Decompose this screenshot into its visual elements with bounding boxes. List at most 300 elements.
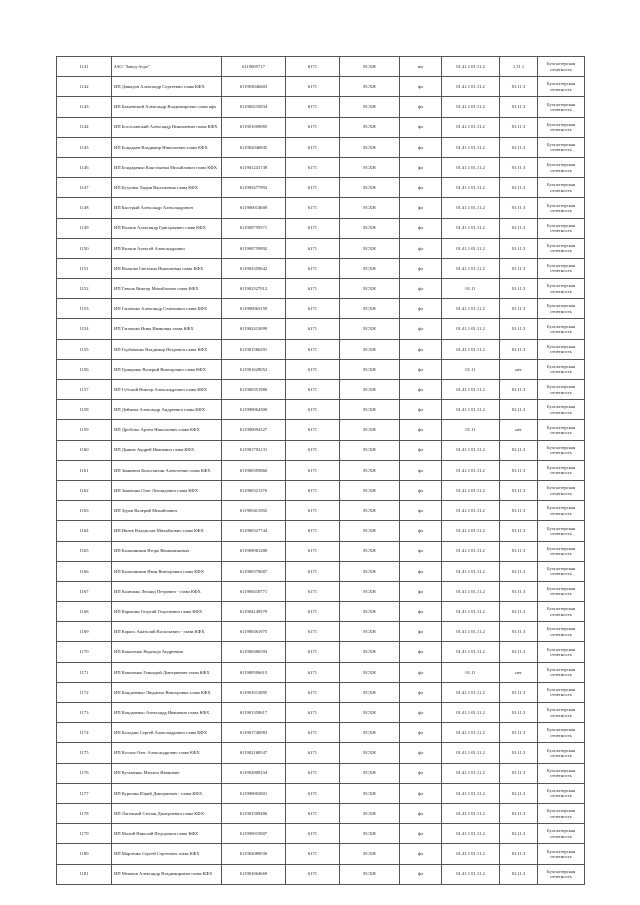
row-tax-regime: ЕСХН bbox=[340, 137, 400, 157]
table-row bbox=[57, 238, 585, 258]
table-row bbox=[57, 157, 585, 177]
row-tax-regime: ЕСХН bbox=[340, 420, 400, 440]
row-okved-extra: 01.11.3 bbox=[500, 501, 538, 521]
row-code: 6171 bbox=[286, 420, 340, 440]
row-okved-extra: нет bbox=[500, 662, 538, 682]
row-inn: 611900002801 bbox=[222, 783, 286, 803]
row-name: ИП Бузулюк Лидия Васильевна глава КФХ bbox=[112, 178, 222, 198]
row-tax-regime: ЕСХН bbox=[340, 117, 400, 137]
row-tax-regime: ЕСХН bbox=[340, 258, 400, 278]
row-okved-extra: 01.11.3 bbox=[500, 622, 538, 642]
row-name: ИП Грищенко Валерий Викторович глава КФХ bbox=[112, 359, 222, 379]
row-number: 1147 bbox=[57, 178, 112, 198]
row-reporting-form: Бухгалтерская отчетность bbox=[538, 541, 585, 561]
row-okved: 01.41.1 01.11.2 bbox=[442, 723, 500, 743]
row-entity-type: фл bbox=[400, 157, 442, 177]
row-code: 6171 bbox=[286, 682, 340, 702]
row-okved-extra: 1.11.1 bbox=[500, 57, 538, 77]
row-okved: 01.11 bbox=[442, 359, 500, 379]
row-code: 6171 bbox=[286, 480, 340, 500]
row-okved: 01.11 bbox=[442, 279, 500, 299]
row-name: ИП Коваленко Надежда Андреевна bbox=[112, 642, 222, 662]
table-row bbox=[57, 682, 585, 702]
row-inn: 611901792131 bbox=[222, 440, 286, 460]
row-okved: 01.41.1 01.11.2 bbox=[442, 198, 500, 218]
row-reporting-form: Бухгалтерская отчетность bbox=[538, 501, 585, 521]
row-reporting-form: Бухгалтерская отчетность bbox=[538, 662, 585, 682]
row-okved-extra: 01.11.3 bbox=[500, 743, 538, 763]
table-row bbox=[57, 178, 585, 198]
row-reporting-form: Бухгалтерская отчетность bbox=[538, 218, 585, 238]
row-entity-type: фл bbox=[400, 440, 442, 460]
row-number: 1175 bbox=[57, 743, 112, 763]
row-name: ИП Дейнека Александр Андреевич глава КФХ bbox=[112, 400, 222, 420]
row-code: 6171 bbox=[286, 743, 340, 763]
table-row bbox=[57, 319, 585, 339]
row-name: ИП Дьяков Андрей Иванович глава КФХ bbox=[112, 440, 222, 460]
row-inn: 611900015807 bbox=[222, 824, 286, 844]
registry-table-body bbox=[57, 57, 585, 885]
row-code: 6171 bbox=[286, 622, 340, 642]
row-name: ИП Зуров Валерий Михайлович bbox=[112, 501, 222, 521]
row-inn: 611901566291 bbox=[222, 339, 286, 359]
row-name: ИП Волков Алексей Александрович bbox=[112, 238, 222, 258]
row-okved: 01.41.1 01.11.2 bbox=[442, 137, 500, 157]
row-number: 1168 bbox=[57, 602, 112, 622]
row-entity-type: фл bbox=[400, 783, 442, 803]
row-code: 6171 bbox=[286, 662, 340, 682]
row-okved-extra: 01.11.3 bbox=[500, 581, 538, 601]
row-entity-type: фл bbox=[400, 218, 442, 238]
row-entity-type: фл bbox=[400, 299, 442, 319]
row-entity-type: фл bbox=[400, 380, 442, 400]
row-okved-extra: 01.11.3 bbox=[500, 480, 538, 500]
row-code: 6171 bbox=[286, 440, 340, 460]
row-name: ИП Мартенко Сергей Сергеевич глава КФХ bbox=[112, 844, 222, 864]
row-tax-regime: ЕСХН bbox=[340, 783, 400, 803]
row-inn: 611900351980 bbox=[222, 380, 286, 400]
table-row bbox=[57, 137, 585, 157]
row-number: 1144 bbox=[57, 117, 112, 137]
table-row bbox=[57, 743, 585, 763]
row-inn: 611901740083 bbox=[222, 723, 286, 743]
row-code: 6171 bbox=[286, 400, 340, 420]
row-okved-extra: нет bbox=[500, 420, 538, 440]
row-number: 1154 bbox=[57, 319, 112, 339]
row-okved-extra: 01.11.3 bbox=[500, 723, 538, 743]
row-reporting-form: Бухгалтерская отчетность bbox=[538, 864, 585, 884]
row-tax-regime: ЕСХН bbox=[340, 622, 400, 642]
row-entity-type: фл bbox=[400, 117, 442, 137]
row-okved-extra: 01.11.3 bbox=[500, 319, 538, 339]
row-number: 1174 bbox=[57, 723, 112, 743]
row-okved-extra: 01.11.3 bbox=[500, 682, 538, 702]
row-inn: 611901013895 bbox=[222, 682, 286, 702]
row-code: 6171 bbox=[286, 703, 340, 723]
row-entity-type: фл bbox=[400, 642, 442, 662]
table-row bbox=[57, 803, 585, 823]
row-code: 6171 bbox=[286, 258, 340, 278]
row-inn: 611900327744 bbox=[222, 521, 286, 541]
table-row bbox=[57, 198, 585, 218]
row-tax-regime: ЕСХН bbox=[340, 803, 400, 823]
row-entity-type: фл bbox=[400, 622, 442, 642]
row-number: 1157 bbox=[57, 380, 112, 400]
row-number: 1166 bbox=[57, 561, 112, 581]
row-code: 6171 bbox=[286, 97, 340, 117]
row-number: 1143 bbox=[57, 97, 112, 117]
row-reporting-form: Бухгалтерская отчетность bbox=[538, 279, 585, 299]
row-reporting-form: Бухгалтерская отчетность bbox=[538, 824, 585, 844]
row-inn: 611902046845 bbox=[222, 137, 286, 157]
row-okved: 01.41.1 01.11.2 bbox=[442, 77, 500, 97]
row-tax-regime: ЕСХН bbox=[340, 359, 400, 379]
row-name: ИП Калашников Игорь Вениаминович bbox=[112, 541, 222, 561]
row-okved-extra: 01.11.3 bbox=[500, 440, 538, 460]
row-tax-regime: ЕСХН bbox=[340, 864, 400, 884]
row-reporting-form: Бухгалтерская отчетность bbox=[538, 844, 585, 864]
row-okved: 01.41.1 01.11.2 bbox=[442, 803, 500, 823]
row-entity-type: юл bbox=[400, 57, 442, 77]
table-row bbox=[57, 380, 585, 400]
row-okved-extra: 01.11.3 bbox=[500, 460, 538, 480]
row-tax-regime: ЕСХН bbox=[340, 238, 400, 258]
row-okved: 01.41.1 01.11.2 bbox=[442, 400, 500, 420]
row-reporting-form: Бухгалтерская отчетность bbox=[538, 521, 585, 541]
row-okved-extra: нет bbox=[500, 359, 538, 379]
table-row bbox=[57, 480, 585, 500]
row-code: 6171 bbox=[286, 77, 340, 97]
row-entity-type: фл bbox=[400, 400, 442, 420]
row-inn: 611900406593 bbox=[222, 642, 286, 662]
table-row bbox=[57, 622, 585, 642]
row-tax-regime: ЕСХН bbox=[340, 319, 400, 339]
row-okved: 01.41.1 01.11.2 bbox=[442, 480, 500, 500]
row-okved: 01.41.1 01.11.2 bbox=[442, 743, 500, 763]
table-row bbox=[57, 258, 585, 278]
row-reporting-form: Бухгалтерская отчетность bbox=[538, 783, 585, 803]
row-name: ИП Козлов Олег Александрович глава КФХ bbox=[112, 743, 222, 763]
row-inn: 611901358617 bbox=[222, 703, 286, 723]
table-row bbox=[57, 642, 585, 662]
row-inn: 611900361975 bbox=[222, 622, 286, 642]
row-entity-type: фл bbox=[400, 501, 442, 521]
row-tax-regime: ЕСХН bbox=[340, 97, 400, 117]
table-row bbox=[57, 218, 585, 238]
row-name: ИП Бондаренко Константин Михайлович глава КФХ bbox=[112, 157, 222, 177]
row-number: 1178 bbox=[57, 803, 112, 823]
row-tax-regime: ЕСХН bbox=[340, 642, 400, 662]
row-inn: 611900064300 bbox=[222, 400, 286, 420]
row-okved: 01.41.1 01.11.2 bbox=[442, 824, 500, 844]
row-code: 6171 bbox=[286, 824, 340, 844]
row-tax-regime: ЕСХН bbox=[340, 521, 400, 541]
row-okved: 01.41.1 01.11.2 bbox=[442, 783, 500, 803]
row-code: 6171 bbox=[286, 339, 340, 359]
row-code: 6171 bbox=[286, 581, 340, 601]
row-inn: 611900506615 bbox=[222, 662, 286, 682]
row-okved: 01.41.1 01.11.2 bbox=[442, 581, 500, 601]
row-reporting-form: Бухгалтерская отчетность bbox=[538, 178, 585, 198]
row-okved-extra: 01.11.3 bbox=[500, 178, 538, 198]
row-okved-extra: 01.11.3 bbox=[500, 642, 538, 662]
row-number: 1152 bbox=[57, 279, 112, 299]
row-name: ИП Колодин Сергей Александрович глава КФХ bbox=[112, 723, 222, 743]
row-code: 6171 bbox=[286, 521, 340, 541]
row-name: ИП Кузьменко Михаил Иванович bbox=[112, 763, 222, 783]
row-number: 1177 bbox=[57, 783, 112, 803]
row-name: ИП Губский Виктор Александрович глава КФХ bbox=[112, 380, 222, 400]
row-inn: 611901509486 bbox=[222, 803, 286, 823]
row-name: ИП Кондаченко Александр Иванович глава КФХ bbox=[112, 703, 222, 723]
row-okved: 01.41.1 01.11.2 bbox=[442, 339, 500, 359]
row-okved-extra: 01.11.3 bbox=[500, 299, 538, 319]
row-okved-extra: 01.11.3 bbox=[500, 561, 538, 581]
row-code: 6171 bbox=[286, 460, 340, 480]
row-okved: 01.41.1 01.11.2 bbox=[442, 299, 500, 319]
row-code: 6171 bbox=[286, 359, 340, 379]
row-okved: 01.41.1 01.11.2 bbox=[442, 763, 500, 783]
table-row bbox=[57, 279, 585, 299]
row-inn: 611900395860 bbox=[222, 460, 286, 480]
row-name: ЗАО "Завод-Агро" bbox=[112, 57, 222, 77]
table-row bbox=[57, 581, 585, 601]
row-inn: 611900759571 bbox=[222, 218, 286, 238]
table-row bbox=[57, 824, 585, 844]
row-name: ИП Коваленко Геннадий Дмитриевич глава КФХ bbox=[112, 662, 222, 682]
row-code: 6171 bbox=[286, 844, 340, 864]
row-name: ИП Бондарев Владимир Николаевич глава КФХ bbox=[112, 137, 222, 157]
row-okved: 01.41.1 01.11.2 bbox=[442, 541, 500, 561]
row-reporting-form: Бухгалтерская отчетность bbox=[538, 77, 585, 97]
row-inn: 611904149579 bbox=[222, 602, 286, 622]
row-okved-extra: 01.11.3 bbox=[500, 218, 538, 238]
row-code: 6171 bbox=[286, 279, 340, 299]
row-code: 6171 bbox=[286, 380, 340, 400]
row-tax-regime: ЕСХН bbox=[340, 198, 400, 218]
row-reporting-form: Бухгалтерская отчетность bbox=[538, 157, 585, 177]
row-number: 1146 bbox=[57, 157, 112, 177]
row-reporting-form: Бухгалтерская отчетность bbox=[538, 682, 585, 702]
row-code: 6171 bbox=[286, 723, 340, 743]
row-name: ИП Гапченко Александр Семенович глава КФХ bbox=[112, 299, 222, 319]
row-entity-type: фл bbox=[400, 258, 442, 278]
row-name: ИП Мешков Александр Владимирович глава КФХ bbox=[112, 864, 222, 884]
row-reporting-form: Бухгалтерская отчетность bbox=[538, 97, 585, 117]
table-row bbox=[57, 501, 585, 521]
row-tax-regime: ЕСХН bbox=[340, 743, 400, 763]
row-number: 1149 bbox=[57, 218, 112, 238]
row-inn: 611901629052 bbox=[222, 359, 286, 379]
row-name: ИП Быстрый Александр Александрович bbox=[112, 198, 222, 218]
row-inn: 611900063159 bbox=[222, 299, 286, 319]
row-okved: 01.41.1 01.11.2 bbox=[442, 602, 500, 622]
row-name: ИП Карась Анатолий Васильевич - глава КФХ bbox=[112, 622, 222, 642]
row-reporting-form: Бухгалтерская отчетность bbox=[538, 743, 585, 763]
row-inn: 611900418771 bbox=[222, 581, 286, 601]
row-code: 6171 bbox=[286, 57, 340, 77]
row-entity-type: фл bbox=[400, 682, 442, 702]
row-tax-regime: ЕСХН bbox=[340, 178, 400, 198]
row-okved: 01.41.1 01.11.2 bbox=[442, 844, 500, 864]
row-reporting-form: Бухгалтерская отчетность bbox=[538, 117, 585, 137]
row-name: ИП Кондаченко Людмила Викторовна глава КФХ bbox=[112, 682, 222, 702]
row-inn: 611903046603 bbox=[222, 77, 286, 97]
row-reporting-form: Бухгалтерская отчетность bbox=[538, 602, 585, 622]
row-inn: 611900014600 bbox=[222, 198, 286, 218]
row-entity-type: фл bbox=[400, 77, 442, 97]
row-code: 6171 bbox=[286, 299, 340, 319]
row-tax-regime: ЕСХН bbox=[340, 480, 400, 500]
row-okved-extra: 01.11.3 bbox=[500, 844, 538, 864]
row-tax-regime: ЕСХН bbox=[340, 763, 400, 783]
row-reporting-form: Бухгалтерская отчетность bbox=[538, 137, 585, 157]
row-code: 6171 bbox=[286, 864, 340, 884]
row-number: 1176 bbox=[57, 763, 112, 783]
row-entity-type: фл bbox=[400, 743, 442, 763]
row-number: 1160 bbox=[57, 440, 112, 460]
table-row bbox=[57, 864, 585, 884]
row-inn: 611901064669 bbox=[222, 864, 286, 884]
row-okved-extra: 01.11.3 bbox=[500, 137, 538, 157]
row-number: 1148 bbox=[57, 198, 112, 218]
row-okved-extra: 01.11.3 bbox=[500, 279, 538, 299]
row-inn: 611902527012 bbox=[222, 279, 286, 299]
table-row bbox=[57, 400, 585, 420]
row-entity-type: фл bbox=[400, 279, 442, 299]
row-reporting-form: Бухгалтерская отчетность bbox=[538, 319, 585, 339]
row-entity-type: фл bbox=[400, 319, 442, 339]
row-tax-regime: ЕСХН bbox=[340, 682, 400, 702]
row-name: ИП Калюжко Леонид Петрович - глава КФХ bbox=[112, 581, 222, 601]
row-okved-extra: 01.11.3 bbox=[500, 400, 538, 420]
row-number: 1171 bbox=[57, 662, 112, 682]
row-okved: 01.41.1 01.11.2 bbox=[442, 117, 500, 137]
row-reporting-form: Бухгалтерская отчетность bbox=[538, 460, 585, 480]
table-row bbox=[57, 662, 585, 682]
row-inn: 611901009085 bbox=[222, 117, 286, 137]
table-row bbox=[57, 783, 585, 803]
row-okved: 01.11 bbox=[442, 420, 500, 440]
row-reporting-form: Бухгалтерская отчетность bbox=[538, 480, 585, 500]
row-okved-extra: 01.11.3 bbox=[500, 763, 538, 783]
row-name: ИП Калашников Иван Викторович глава КФХ bbox=[112, 561, 222, 581]
row-code: 6171 bbox=[286, 642, 340, 662]
row-name: ИП Волков Александр Григорьевич глава КФХ bbox=[112, 218, 222, 238]
row-number: 1181 bbox=[57, 864, 112, 884]
row-okved-extra: 01.11.3 bbox=[500, 783, 538, 803]
row-okved-extra: 01.11.3 bbox=[500, 602, 538, 622]
row-tax-regime: ЕСХН bbox=[340, 662, 400, 682]
row-inn: 611901241749 bbox=[222, 157, 286, 177]
row-code: 6171 bbox=[286, 541, 340, 561]
row-number: 1167 bbox=[57, 581, 112, 601]
row-okved-extra: 01.11.3 bbox=[500, 380, 538, 400]
row-reporting-form: Бухгалтерская отчетность bbox=[538, 258, 585, 278]
row-okved: 01.41.1 01.11.2 bbox=[442, 319, 500, 339]
row-okved-extra: 01.11.3 bbox=[500, 824, 538, 844]
table-row bbox=[57, 602, 585, 622]
row-tax-regime: ЕСХН bbox=[340, 561, 400, 581]
row-entity-type: фл bbox=[400, 178, 442, 198]
row-name: ИП Ивлев Владислав Михайлович глава КФХ bbox=[112, 521, 222, 541]
table-row bbox=[57, 460, 585, 480]
row-okved-extra: 01.11.3 bbox=[500, 541, 538, 561]
row-code: 6171 bbox=[286, 157, 340, 177]
table-row bbox=[57, 561, 585, 581]
row-number: 1153 bbox=[57, 299, 112, 319]
row-okved: 01.41.1 01.11.2 bbox=[442, 57, 500, 77]
row-entity-type: фл bbox=[400, 602, 442, 622]
row-inn: 611900235834 bbox=[222, 97, 286, 117]
row-reporting-form: Бухгалтерская отчетность bbox=[538, 763, 585, 783]
row-okved-extra: 01.11.3 bbox=[500, 238, 538, 258]
row-entity-type: фл bbox=[400, 541, 442, 561]
row-okved: 01.41.1 01.11.2 bbox=[442, 97, 500, 117]
row-entity-type: фл bbox=[400, 238, 442, 258]
row-okved: 01.41.1 01.11.2 bbox=[442, 521, 500, 541]
row-name: ИП Давыдов Александр Сергеевич глава КФХ bbox=[112, 77, 222, 97]
row-reporting-form: Бухгалтерская отчетность bbox=[538, 440, 585, 460]
row-okved-extra: 01.11.3 bbox=[500, 117, 538, 137]
row-code: 6171 bbox=[286, 561, 340, 581]
table-row bbox=[57, 299, 585, 319]
row-okved: 01.41.1 01.11.2 bbox=[442, 501, 500, 521]
row-inn: 611909061280 bbox=[222, 541, 286, 561]
row-entity-type: фл bbox=[400, 763, 442, 783]
row-name: ИП Гаваль Виктор Михайлович глава КФХ bbox=[112, 279, 222, 299]
row-code: 6171 bbox=[286, 602, 340, 622]
row-number: 1158 bbox=[57, 400, 112, 420]
row-number: 1164 bbox=[57, 521, 112, 541]
row-name: ИП Малий Николай Федорович глава КФХ bbox=[112, 824, 222, 844]
row-number: 1173 bbox=[57, 703, 112, 723]
row-reporting-form: Бухгалтерская отчетность bbox=[538, 581, 585, 601]
row-entity-type: фл bbox=[400, 420, 442, 440]
table-row bbox=[57, 763, 585, 783]
row-tax-regime: ЕСХН bbox=[340, 299, 400, 319]
row-okved: 01.41.1 01.11.2 bbox=[442, 178, 500, 198]
row-okved: 01.41.1 01.11.2 bbox=[442, 642, 500, 662]
row-okved: 01.41.1 01.11.2 bbox=[442, 703, 500, 723]
row-reporting-form: Бухгалтерская отчетность bbox=[538, 561, 585, 581]
row-okved-extra: 01.11.3 bbox=[500, 97, 538, 117]
row-tax-regime: ЕСХН bbox=[340, 57, 400, 77]
table-row bbox=[57, 77, 585, 97]
row-entity-type: фл bbox=[400, 460, 442, 480]
table-row bbox=[57, 97, 585, 117]
row-reporting-form: Бухгалтерская отчетность bbox=[538, 57, 585, 77]
row-entity-type: фл bbox=[400, 521, 442, 541]
row-name: ИП Дробітко Артем Николаевич глава КФХ bbox=[112, 420, 222, 440]
row-tax-regime: ЕСХН bbox=[340, 460, 400, 480]
row-code: 6171 bbox=[286, 137, 340, 157]
row-name: ИП Курилин Юрий Дмитриевич - глава КФХ bbox=[112, 783, 222, 803]
row-tax-regime: ЕСХН bbox=[340, 339, 400, 359]
row-inn: 611902800234 bbox=[222, 763, 286, 783]
row-reporting-form: Бухгалтерская отчетность bbox=[538, 400, 585, 420]
row-entity-type: фл bbox=[400, 198, 442, 218]
row-tax-regime: ЕСХН bbox=[340, 380, 400, 400]
row-entity-type: фл bbox=[400, 339, 442, 359]
row-number: 1141 bbox=[57, 57, 112, 77]
row-entity-type: фл bbox=[400, 581, 442, 601]
row-inn: 611900370687 bbox=[222, 561, 286, 581]
table-row bbox=[57, 57, 585, 77]
table-row bbox=[57, 541, 585, 561]
row-tax-regime: ЕСХН bbox=[340, 501, 400, 521]
row-reporting-form: Бухгалтерская отчетность bbox=[538, 380, 585, 400]
